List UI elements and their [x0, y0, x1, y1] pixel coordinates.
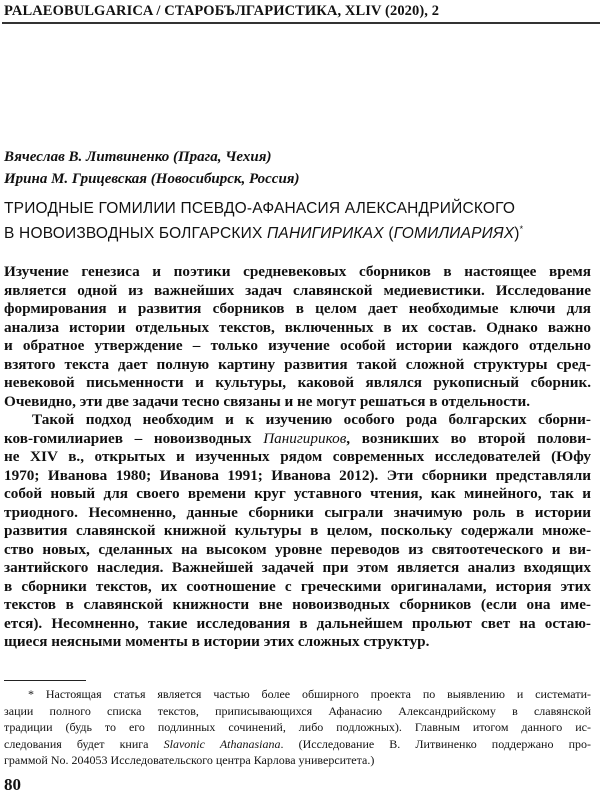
text-line: щиеся неясными моменты в истории этих сложных структур. — [4, 633, 430, 650]
title-text: ( — [383, 225, 394, 243]
footnote — [4, 686, 591, 769]
text-line: Изучение генезиса и поэтики средневековых сборников в настоящее время — [4, 263, 591, 280]
text-line: взятого текста дает полную картину развития такой сложной структуры сред- — [4, 355, 591, 373]
title-italic: ГОМИЛИАРИЯХ — [393, 225, 515, 243]
text-line: анализа истории отдельных текстов, включенных в их состав. Однако важно — [4, 318, 591, 336]
title-italic: ПАНИГИРИКАХ — [267, 225, 384, 243]
authors — [4, 146, 300, 190]
article-body — [4, 263, 591, 652]
running-header: PALAEOBULGARICA / СТАРОБЪЛГАРИСТИКА, XLIV (2020), 2 — [4, 3, 440, 19]
footnote-line: традиции (будь то его подлинных сочинений, либо подложных). Главным итогом данного ис- — [4, 720, 591, 734]
text-line: текстов в славянской книжности вне новоизводных сборников (если она име- — [4, 596, 591, 613]
title-text: ) — [514, 225, 520, 243]
italic-term: Панигириков — [263, 429, 347, 447]
footnote-rule — [4, 680, 86, 681]
text-line: собой новый для своего времени круг уставного чтения, как минейного, так и — [4, 485, 591, 502]
text-line: формирования и развития сборников в целом дает необходимые ключи для — [4, 300, 591, 317]
text-line: не XIV в., открытых и изученных рядом современных исследователей (Юфу — [4, 448, 591, 465]
footnote-line — [4, 736, 591, 753]
title-text: В НОВОИЗВОДНЫХ БОЛГАРСКИХ — [4, 225, 267, 243]
paragraph-2 — [4, 411, 591, 652]
text-line: невековой письменности и культуры, каковой являлся рукописный сборник. — [4, 374, 591, 391]
text-line: ство новых, сделанных на высоком уровне переводов из святоотеческого и ви- — [4, 540, 591, 558]
text-line: Такой подход необходим и к изучению особого рода болгарских сборни- — [32, 411, 591, 428]
text-line: триодного. Несомненно, данные сборники сыграли значимую роль в истории — [4, 503, 591, 521]
text-line: ется). Несомненно, такие исследования в дальнейшем прольют свет на остаю- — [4, 614, 591, 632]
text-run: ков-гомилиариев – новоизводных — [4, 429, 264, 447]
title-line-2 — [4, 219, 523, 244]
book-title: Slavonic Athanasiana — [163, 736, 281, 751]
text-line: развития славянской книжной культуры в целом, поскольку содержали множе- — [4, 522, 591, 539]
text-run: , возникших во второй полови- — [346, 429, 591, 447]
footnote-line: зации полного списка текстов, приписывающихся Афанасию Александрийскому в славянской — [4, 703, 591, 718]
text-line: является одной из важнейших задач славянской медиевистики. Исследование — [4, 281, 591, 299]
text-run: следования будет книга — [4, 736, 164, 751]
text-line — [4, 430, 591, 449]
text-line: 1970; Иванова 1980; Иванова 1991; Иванова 2012). Эти сборники представляли — [4, 466, 591, 484]
paragraph-1 — [4, 263, 591, 411]
footnote-mark[interactable]: * — [519, 224, 524, 234]
page-number: 80 — [4, 775, 21, 794]
header-rule — [2, 22, 600, 24]
text-line: зантийского наследия. Важнейшей задачей при этом является анализ входящих — [4, 559, 591, 576]
title-line-1: ТРИОДНЫЕ ГОМИЛИИ ПСЕВДО-АФАНАСИЯ АЛЕКСАНДРИЙСКОГО — [4, 200, 516, 217]
footnote-line: граммой No. 204053 Исследовательского центра Карлова университета.) — [4, 753, 375, 767]
text-line: и обратное утверждение – только изучение особой истории каждого отдельно — [4, 337, 591, 354]
footnote-line: * Настоящая статья является частью более обширного проекта по выявлению и системати- — [28, 687, 591, 701]
author-1: Вячеслав В. Литвиненко (Прага, Чехия) — [4, 149, 272, 165]
article-title — [4, 198, 523, 244]
text-line: Очевидно, эти две задачи тесно связаны и не могут решаться в отдельности. — [4, 392, 530, 410]
text-line: в сборники текстов, их соотношение с греческими оригиналами, история этих — [4, 577, 591, 595]
author-2: Ирина М. Грицевская (Новосибирск, Россия) — [4, 171, 300, 187]
text-run: . (Исследование В. Литвиненко поддержано про- — [280, 736, 591, 751]
